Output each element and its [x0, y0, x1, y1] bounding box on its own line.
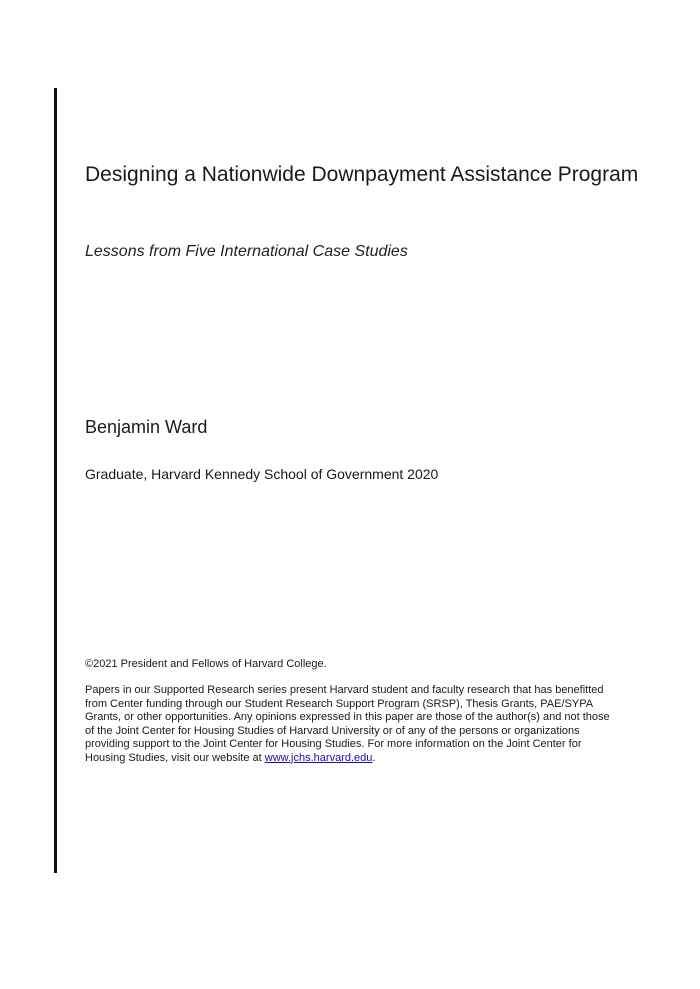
author-affiliation: Graduate, Harvard Kennedy School of Government 2020: [85, 466, 439, 482]
copyright-notice: ©2021 President and Fellows of Harvard College.: [85, 658, 327, 670]
disclaimer-suffix: .: [372, 751, 376, 764]
left-vertical-rule: [54, 88, 57, 873]
jchs-website-link[interactable]: www.jchs.harvard.edu: [264, 751, 373, 764]
disclaimer-text: Papers in our Supported Research series present Harvard student and faculty research that has benefitted from Center funding through our Student Research Support Program (SRSP), Thesis Grants, PAE/SYPA Grants, or other opportunities. Any opinions expressed in this paper are those of the author(s) and not those of the Joint Center for Housing Studies of Harvard University or of any of the persons or organizations providing support to the Joint Center for Housing Studies. For more information on the Joint Center for Housing Studies, visit our website at: [85, 684, 610, 764]
document-title: Designing a Nationwide Downpayment Assistance Program: [85, 163, 639, 186]
author-name: Benjamin Ward: [85, 417, 208, 437]
disclaimer-paragraph: [85, 684, 620, 765]
document-subtitle: Lessons from Five International Case Studies: [85, 243, 408, 260]
